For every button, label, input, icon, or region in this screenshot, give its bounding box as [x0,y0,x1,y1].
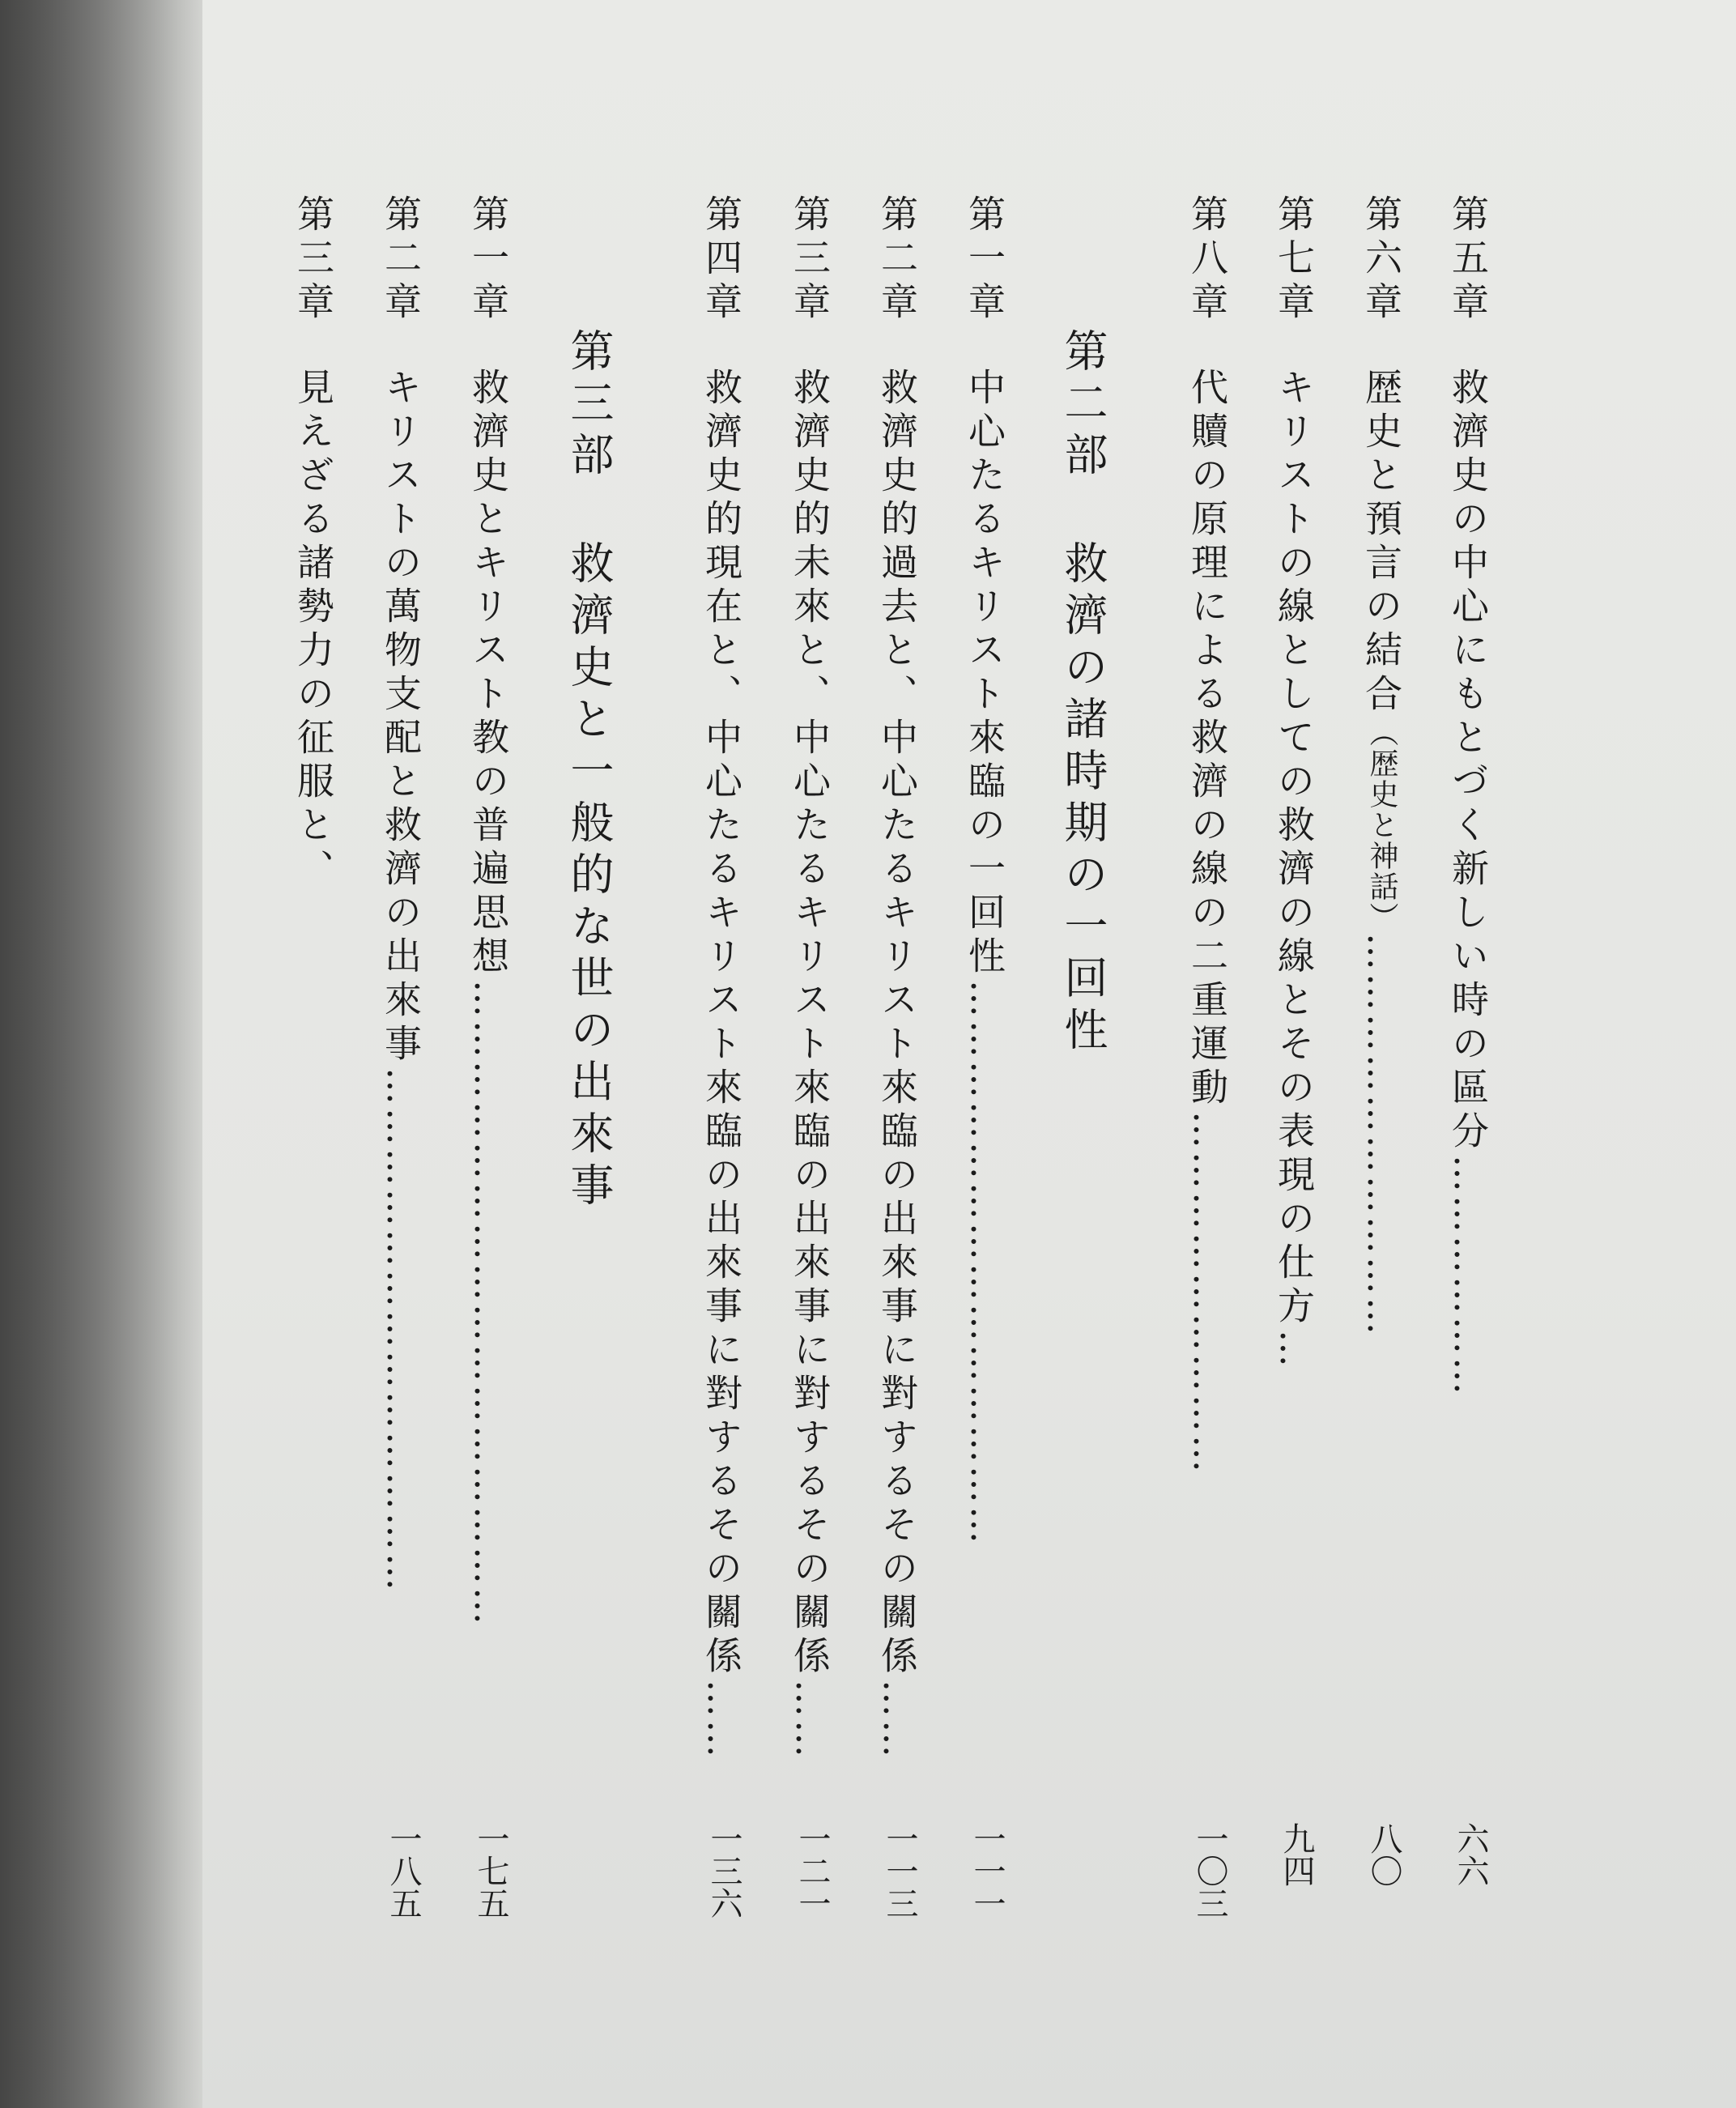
page-number: 一一一 [968,1822,1006,1919]
toc-entry-ch5 [1446,194,1490,1887]
page-number: 九四 [1278,1822,1315,1887]
chapter-number: 第六章 [1359,194,1403,326]
chapter-number: 第一章 [466,194,510,326]
part-number: 第三部 [564,328,615,483]
chapter-number: 第四章 [700,194,743,326]
chapter-number: 第三章 [788,194,832,326]
page-number: 一七五 [472,1822,509,1919]
toc-entry-ch7 [1272,194,1316,1887]
chapter-title: 救濟史的過去と、中心たるキリスト來臨の出來事に對するその關係 [875,368,919,1680]
leader-dots: …………………………………… [963,980,1006,1547]
chapter-title: キリストの萬物支配と救濟の出來事 [379,368,423,1067]
chapter-number: 第八章 [1185,194,1229,326]
chapter-title: 救濟史とキリスト教の普遍思想 [466,368,510,980]
page-number: 一二一 [794,1822,831,1919]
part3-heading [564,328,615,1214]
chapter-title: 救濟史の中心にもとづく新しい時の區分 [1446,368,1490,1155]
chapter-title: 救濟史的現在と、中心たるキリスト來臨の出來事に對するその關係 [700,368,743,1680]
page-number: 一〇三 [1191,1822,1228,1919]
part2-heading [1057,328,1108,1058]
chapter-title: 見えざる諸勢力の征服と、 [291,368,335,892]
leader-dots: …… [700,1680,743,1761]
page-number: 八〇 [1365,1822,1402,1887]
toc-entry-p3-ch3 [291,194,335,1846]
part-number: 第二部 [1057,328,1108,483]
chapter-number: 第七章 [1272,194,1316,326]
leader-dots: ………………………… [1359,933,1403,1338]
toc-entry-p2-ch4 [700,194,743,1919]
part-title: 救濟の諸時期の一回性 [1057,540,1108,1058]
leader-dots: … [1272,1330,1316,1370]
chapter-title: 救濟史的未來と、中心たるキリスト來臨の出來事に對するその關係 [788,368,832,1680]
toc-entry-p3-ch1 [466,194,510,1919]
page-number: 六六 [1452,1822,1489,1887]
toc-entry-p2-ch1 [963,194,1006,1919]
toc-entry-p2-ch2 [875,194,919,1919]
leader-dots: ………………………………………… [466,980,510,1628]
leader-dots: ………………………………… [379,1067,423,1594]
page-number: 一一三 [881,1822,918,1919]
leader-dots: …… [788,1680,832,1761]
toc-entry-p3-ch2 [379,194,423,1919]
chapter-title: 歴史と預言の結合 [1359,368,1403,718]
toc-entry-ch8 [1185,194,1229,1919]
binding-shadow [0,0,202,2108]
chapter-subtitle: （歴史と神話） [1365,718,1398,933]
chapter-number: 第三章 [291,194,335,326]
leader-dots: ……………… [1446,1155,1490,1398]
chapter-title: 代贖の原理による救濟の線の二重運動 [1185,368,1229,1111]
page-number: 一三六 [705,1822,742,1919]
chapter-number: 第五章 [1446,194,1490,326]
part-title: 救濟史と一般的な世の出來事 [564,540,615,1214]
chapter-title: キリストの線としての救濟の線とその表現の仕方 [1272,368,1316,1330]
chapter-number: 第二章 [875,194,919,326]
chapter-number: 第一章 [963,194,1006,326]
page-number: 一八五 [385,1822,422,1919]
chapter-title: 中心たるキリスト來臨の一回性 [963,368,1006,980]
leader-dots: ……………………… [1185,1111,1229,1476]
toc-entry-ch6 [1359,194,1403,1887]
leader-dots: …… [875,1680,919,1761]
chapter-number: 第二章 [379,194,423,326]
toc-entry-p2-ch3 [788,194,832,1919]
